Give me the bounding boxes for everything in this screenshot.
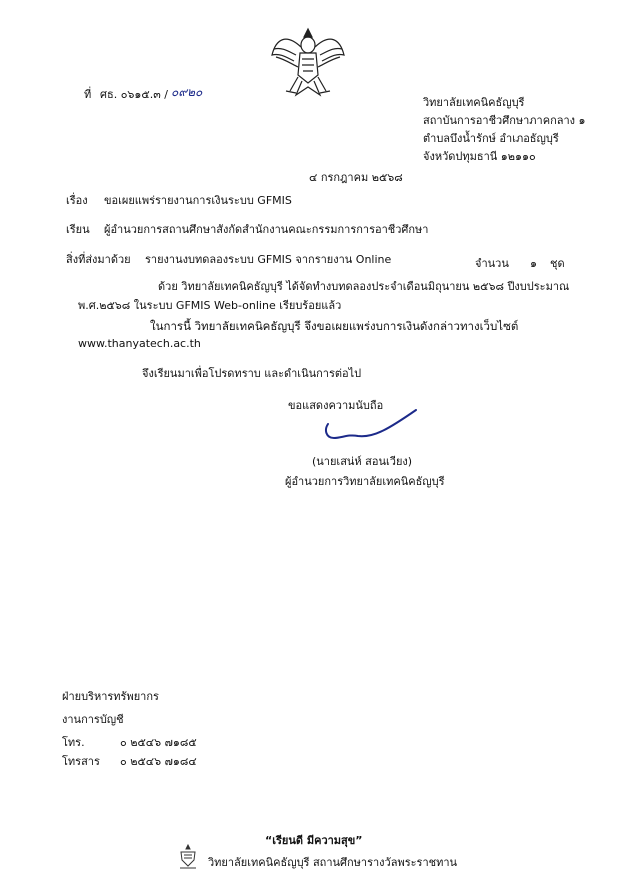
contact-department: ฝ่ายบริหารทรัพยากร	[62, 690, 159, 703]
signer-name: (นายเสน่ห์ สอนเวียง)	[312, 455, 413, 468]
letter-date: ๔ กรกฎาคม ๒๕๖๘	[309, 171, 403, 184]
contact-unit: งานการบัญชี	[62, 713, 124, 726]
footer-school: วิทยาลัยเทคนิคธัญบุรี สถานศึกษารางวัลพระราชทาน	[208, 856, 458, 869]
attachment-qty-label: จำนวน	[475, 257, 509, 270]
subject-text: ขอเผยแพร่รายงานการเงินระบบ GFMIS	[104, 194, 292, 207]
signer-position: ผู้อำนวยการวิทยาลัยเทคนิคธัญบุรี	[285, 475, 445, 488]
body-paragraph-2-line-1: ในการนี้ วิทยาลัยเทคนิคธัญบุรี จึงขอเผยแพร่งบการเงินดังกล่าวทางเว็บไซต์	[150, 319, 519, 333]
attachment-text: รายงานงบทดลองระบบ GFMIS จากรายงาน Online	[145, 253, 392, 266]
sender-line-2: สถาบันการอาชีวศึกษาภาคกลาง ๑	[423, 114, 586, 127]
website-link[interactable]: www.thanyatech.ac.th	[78, 337, 201, 350]
contact-tel-label: โทร.	[62, 736, 85, 749]
garuda-emblem-icon	[268, 25, 348, 99]
to-label: เรียน	[66, 223, 90, 236]
subject-label: เรื่อง	[66, 194, 88, 207]
attachment-label: สิ่งที่ส่งมาด้วย	[66, 253, 131, 266]
sender-line-3: ตำบลบึงน้ำรักษ์ อำเภอธัญบุรี	[423, 132, 559, 145]
ref-label: ที่	[84, 88, 92, 101]
sender-line-1: วิทยาลัยเทคนิคธัญบุรี	[423, 96, 525, 109]
sender-line-4: จังหวัดปทุมธานี ๑๒๑๑๐	[423, 150, 536, 163]
contact-tel: ๐ ๒๕๔๖ ๗๑๘๕	[120, 736, 197, 749]
ref-number: ศธ. ๐๖๑๕.๓ /	[100, 88, 168, 101]
attachment-qty: ๑	[530, 257, 537, 270]
footer-slogan: “เรียนดี มีความสุข”	[265, 834, 363, 847]
contact-fax: ๐ ๒๕๔๖ ๗๑๘๔	[120, 755, 197, 768]
ref-handwritten-number: ๐๙๒๐	[171, 85, 203, 99]
attachment-unit: ชุด	[550, 257, 565, 270]
signature-icon	[318, 402, 428, 444]
body-paragraph-3: จึงเรียนมาเพื่อโปรดทราบ และดำเนินการต่อไป	[142, 367, 362, 380]
body-paragraph-1-line-2: พ.ศ.๒๕๖๘ ในระบบ GFMIS Web-online เรียบร้อยแล้ว	[78, 299, 342, 312]
contact-fax-label: โทรสาร	[62, 755, 100, 768]
royal-award-emblem-icon	[177, 844, 199, 870]
closing-text: ขอแสดงความนับถือ	[288, 399, 384, 412]
body-paragraph-1-line-1: ด้วย วิทยาลัยเทคนิคธัญบุรี ได้จัดทำงบทดลองประจำเดือนมิถุนายน ๒๕๖๘ ปีงบประมาณ	[158, 280, 570, 293]
to-text: ผู้อำนวยการสถานศึกษาสังกัดสำนักงานคณะกรรมการการอาชีวศึกษา	[104, 223, 429, 236]
